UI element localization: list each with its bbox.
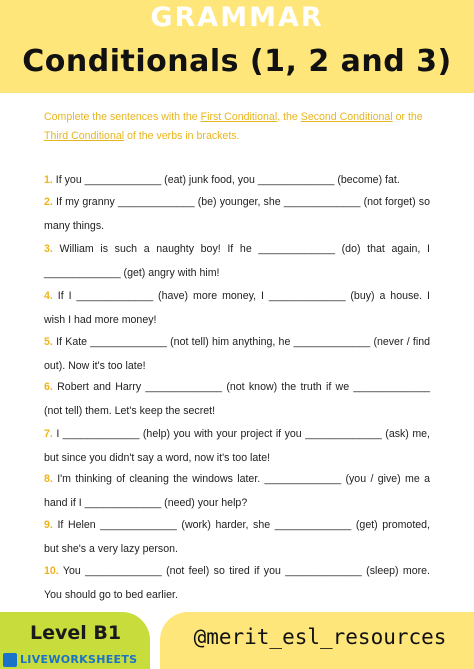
exercise-text[interactable]: If I _____________ (have) more money, I _____________ (buy) a house. I wish I had more money! <box>44 290 430 326</box>
exercise-item-6 <box>44 375 430 423</box>
exercise-number: 7. <box>44 428 53 440</box>
liveworksheets-logo-icon <box>3 653 17 667</box>
exercise-number: 2. <box>44 196 53 208</box>
exercise-number: 5. <box>44 336 53 348</box>
exercise-number: 3. <box>44 243 53 255</box>
liveworksheets-brand[interactable] <box>0 650 150 669</box>
exercise-text[interactable]: If Kate _____________ (not tell) him anything, he _____________ (never / find out). Now it's too late! <box>44 336 430 372</box>
instructions-text-2: , the <box>277 111 301 123</box>
author-handle: @merit_esl_resources <box>193 625 447 649</box>
exercise-number: 6. <box>44 381 53 393</box>
instructions-text-1: Complete the sentences with the <box>44 111 201 123</box>
exercise-item-3 <box>44 237 430 285</box>
exercise-item-8 <box>44 467 430 515</box>
level-label: Level B1 <box>30 622 122 644</box>
worksheet-title: Conditionals (1, 2 and 3) <box>22 44 452 79</box>
instructions-text-3: or the <box>392 111 423 123</box>
exercise-text[interactable]: I _____________ (help) you with your project if you _____________ (ask) me, but since you didn't say a word, now it's too late! <box>44 428 430 464</box>
third-conditional-link: Third Conditional <box>44 130 125 142</box>
exercise-number: 10. <box>44 565 59 577</box>
exercise-item-9 <box>44 513 430 561</box>
exercise-text[interactable]: Robert and Harry _____________ (not know) the truth if we _____________ (not tell) them. Let's keep the secret! <box>44 381 430 417</box>
exercise-text[interactable]: I'm thinking of cleaning the windows later. _____________ (you / give) me a hand if I _____________ (need) your help? <box>44 473 430 509</box>
header-banner <box>0 0 474 93</box>
liveworksheets-brand-text: LIVEWORKSHEETS <box>20 653 138 666</box>
exercise-item-7 <box>44 422 430 470</box>
instructions <box>44 108 440 146</box>
exercise-item-5 <box>44 330 430 378</box>
exercise-item-10 <box>44 559 430 607</box>
instructions-text-4: of the verbs in brackets. <box>124 130 240 142</box>
exercise-text[interactable]: You _____________ (not feel) so tired if you _____________ (sleep) more. You should go to bed earlier. <box>44 565 430 601</box>
exercise-number: 4. <box>44 290 53 302</box>
second-conditional-link: Second Conditional <box>300 111 393 123</box>
exercise-text[interactable]: If my granny _____________ (be) younger, she _____________ (not forget) so many things. <box>44 196 431 232</box>
grammar-kicker: GRAMMAR <box>150 2 324 33</box>
exercise-number: 9. <box>44 519 53 531</box>
exercise-item-2 <box>44 190 430 238</box>
exercise-number: 8. <box>44 473 53 485</box>
exercise-item-1 <box>44 168 430 192</box>
exercise-text[interactable]: If Helen _____________ (work) harder, she _____________ (get) promoted, but she's a very lazy person. <box>44 519 430 555</box>
exercise-number: 1. <box>44 174 53 186</box>
exercise-text[interactable]: If you _____________ (eat) junk food, you _____________ (become) fat. <box>55 174 400 186</box>
exercise-text[interactable]: William is such a naughty boy! If he _____________ (do) that again, I _____________ (get) angry with him! <box>44 243 430 279</box>
exercise-item-4 <box>44 284 430 332</box>
first-conditional-link: First Conditional <box>200 111 278 123</box>
